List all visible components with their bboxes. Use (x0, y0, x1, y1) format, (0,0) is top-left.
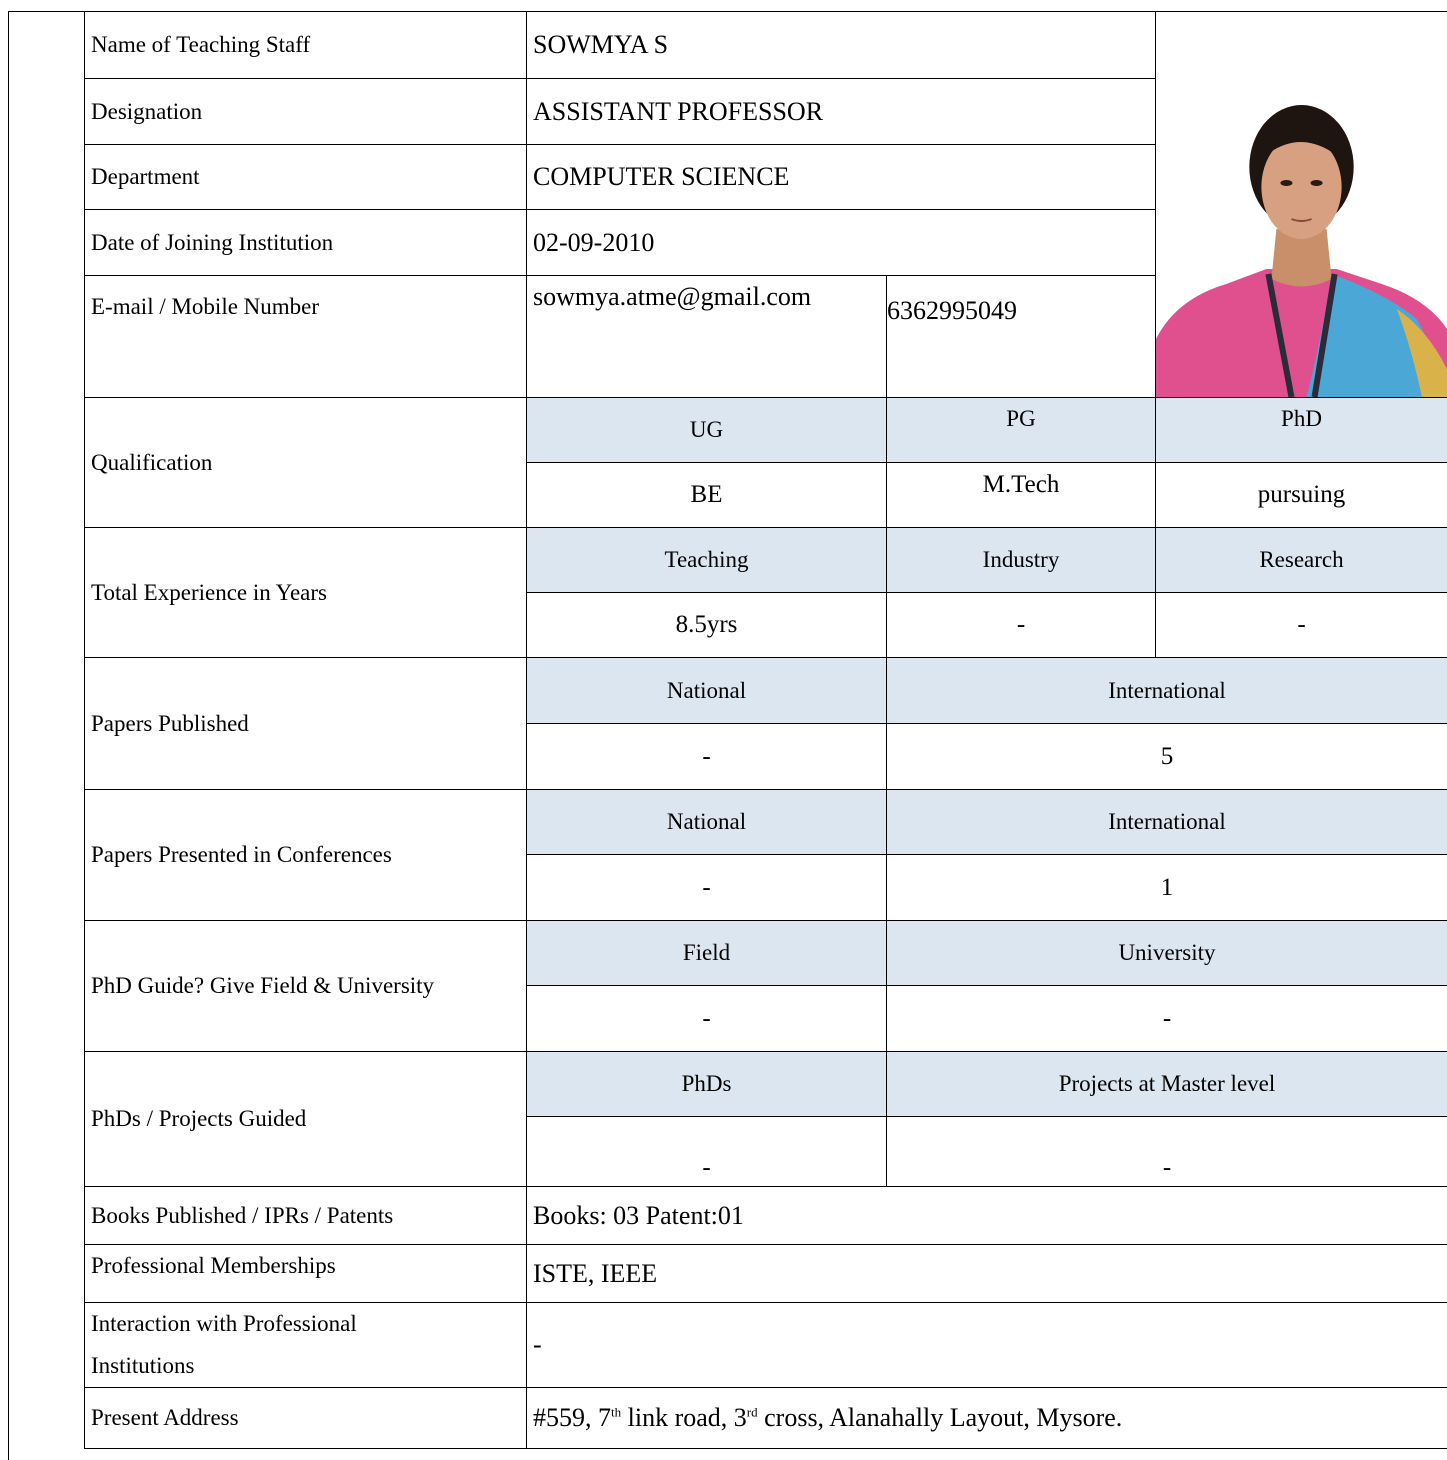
name-value: SOWMYA S (527, 12, 1156, 79)
row-interaction (85, 1303, 1447, 1388)
books-label: Books Published / IPRs / Patents (85, 1187, 527, 1245)
faculty-profile-table (84, 11, 1447, 1449)
designation-value: ASSISTANT PROFESSOR (527, 79, 1156, 145)
papers-presented-label: Papers Presented in Conferences (85, 790, 527, 921)
mobile-value: 6362995049 (887, 276, 1156, 398)
experience-header-research: Research (1156, 528, 1447, 593)
papers-published-national-value: - (527, 724, 887, 790)
row-name (85, 12, 1447, 79)
row-address (85, 1388, 1447, 1449)
phd-guide-header-field: Field (527, 921, 887, 986)
qualification-pg-value: M.Tech (887, 463, 1156, 528)
qualification-label: Qualification (85, 398, 527, 528)
interaction-label (85, 1303, 527, 1388)
experience-research-value: - (1156, 593, 1447, 658)
row-experience-header (85, 528, 1447, 593)
books-value: Books: 03 Patent:01 (527, 1187, 1447, 1245)
joining-date-label: Date of Joining Institution (85, 210, 527, 276)
contact-label: E-mail / Mobile Number (85, 276, 527, 398)
guided-header-master-projects: Projects at Master level (887, 1052, 1447, 1117)
papers-published-international-value: 5 (887, 724, 1447, 790)
experience-industry-value: - (887, 593, 1156, 658)
qualification-header-ug: UG (527, 398, 887, 463)
address-sup2: rd (746, 1404, 758, 1420)
qualification-ug-value: BE (527, 463, 887, 528)
qualification-header-phd: PhD (1156, 398, 1447, 463)
address-value (527, 1388, 1447, 1449)
row-papers-published-header (85, 658, 1447, 724)
phd-guide-header-university: University (887, 921, 1447, 986)
papers-presented-header-international: International (887, 790, 1447, 855)
name-label: Name of Teaching Staff (85, 12, 527, 79)
memberships-label: Professional Memberships (85, 1245, 527, 1303)
guided-master-projects-value: - (887, 1117, 1447, 1187)
qualification-header-pg: PG (887, 398, 1156, 463)
address-part1: #559, 7 (533, 1403, 611, 1432)
experience-header-teaching: Teaching (527, 528, 887, 593)
papers-published-header-international: International (887, 658, 1447, 724)
memberships-value: ISTE, IEEE (527, 1245, 1447, 1303)
department-value: COMPUTER SCIENCE (527, 145, 1156, 210)
experience-teaching-value: 8.5yrs (527, 593, 887, 658)
guided-label: PhDs / Projects Guided (85, 1052, 527, 1187)
interaction-label-line1: Interaction with Professional (91, 1311, 357, 1336)
address-sup1: th (611, 1404, 622, 1420)
papers-published-label: Papers Published (85, 658, 527, 790)
photo-cell (1156, 12, 1447, 398)
experience-header-industry: Industry (887, 528, 1156, 593)
address-part3: cross, Alanahally Layout, Mysore. (757, 1403, 1123, 1432)
row-qualification-header (85, 398, 1447, 463)
joining-date-value: 02-09-2010 (527, 210, 1156, 276)
row-books (85, 1187, 1447, 1245)
guided-phds-value: - (527, 1117, 887, 1187)
interaction-value: - (527, 1303, 1447, 1388)
phd-guide-field-value: - (527, 986, 887, 1052)
address-part2: link road, 3 (621, 1403, 747, 1432)
row-memberships (85, 1245, 1447, 1303)
interaction-label-line2: Institutions (91, 1353, 195, 1378)
papers-presented-header-national: National (527, 790, 887, 855)
guided-header-phds: PhDs (527, 1052, 887, 1117)
staff-photo (1156, 79, 1447, 397)
phd-guide-university-value: - (887, 986, 1447, 1052)
papers-published-header-national: National (527, 658, 887, 724)
papers-presented-national-value: - (527, 855, 887, 921)
department-label: Department (85, 145, 527, 210)
experience-label: Total Experience in Years (85, 528, 527, 658)
phd-guide-label: PhD Guide? Give Field & University (85, 921, 527, 1052)
email-value: sowmya.atme@gmail.com (527, 276, 887, 398)
row-papers-presented-header (85, 790, 1447, 855)
address-label: Present Address (85, 1388, 527, 1449)
row-guided-header (85, 1052, 1447, 1117)
row-phd-guide-header (85, 921, 1447, 986)
papers-presented-international-value: 1 (887, 855, 1447, 921)
qualification-phd-value: pursuing (1156, 463, 1447, 528)
designation-label: Designation (85, 79, 527, 145)
